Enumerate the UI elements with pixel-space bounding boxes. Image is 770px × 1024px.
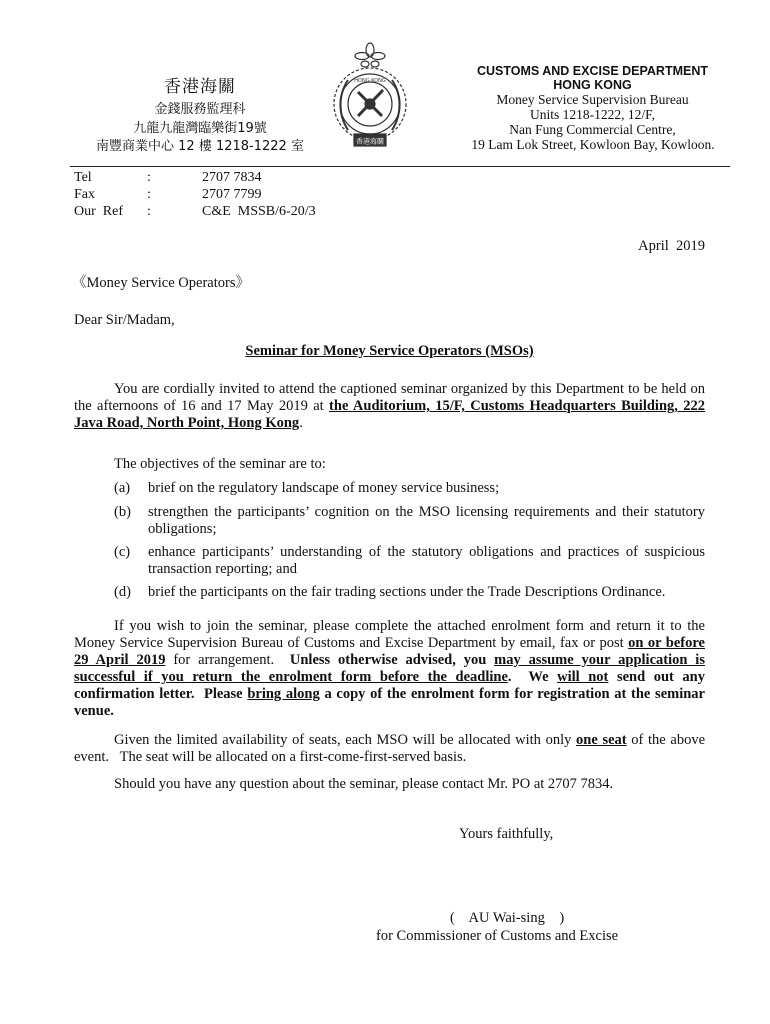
paragraph-seats — [74, 732, 709, 766]
ref-label: Our Ref — [74, 204, 123, 219]
ref-value: C&E MSSB/6-20/3 — [202, 204, 316, 219]
p1-text-c: . — [299, 415, 303, 431]
bring-along-text: bring along — [247, 686, 320, 702]
fax-label: Fax — [74, 187, 95, 202]
will-not-text: will not — [557, 669, 609, 685]
recipient: 《Money Service Operators》 — [72, 275, 250, 291]
header-divider — [70, 166, 730, 167]
p3-text-f: . We — [507, 669, 558, 685]
tel-colon: : — [147, 170, 151, 185]
list-item-label: (a) — [114, 480, 131, 496]
closing: Yours faithfully, — [459, 826, 554, 842]
one-seat-text: one seat — [576, 732, 627, 748]
list-item-text: enhance participants’ understanding of the statutory obligations and practices of suspicious transaction reporting; and — [148, 544, 705, 577]
p3-text-h: send out any confirmation letter. Please — [74, 669, 709, 702]
fax-value: 2707 7799 — [202, 187, 262, 202]
subject-text: Seminar for Money Service Operators (MSOs) — [245, 343, 534, 359]
zh-address-line2: 南豐商業中心 12 樓 1218-1222 室 — [96, 139, 304, 154]
p3-text-d: Unless otherwise advised, you — [289, 652, 495, 668]
en-address-line2: Nan Fung Commercial Centre, — [509, 122, 676, 137]
letter-date: April 2019 — [638, 238, 705, 254]
deadline-text: on or before 29 April 2019 — [74, 635, 705, 668]
crest-ring-text: HONG KONG — [354, 78, 386, 84]
signatory-name: ( AU Wai-sing ) — [450, 910, 565, 926]
signatory-title: for Commissioner of Customs and Excise — [376, 928, 619, 944]
letter-subject — [74, 343, 705, 360]
en-city: HONG KONG — [553, 78, 632, 92]
ref-colon: : — [147, 204, 151, 219]
zh-department-title: 香港海關 — [164, 77, 236, 97]
list-item-text: brief the participants on the fair trading sections under the Trade Descriptions Ordinance. — [148, 584, 666, 600]
venue-text: the Auditorium, 15/F, Customs Headquarters Building, 222 Java Road, North Point, Hong Kong — [74, 398, 705, 431]
zh-address-line1: 九龍九龍灣臨樂街19號 — [133, 121, 267, 136]
zh-bureau-name: 金錢服務監理科 — [154, 102, 246, 117]
en-department-title: CUSTOMS AND EXCISE DEPARTMENT — [476, 64, 709, 78]
p4-text-a: Given the limited availability of seats, each MSO will be allocated with only — [114, 732, 577, 748]
en-bureau-name: Money Service Supervision Bureau — [496, 92, 689, 107]
list-item-label: (d) — [114, 584, 131, 600]
bauhinia-icon — [355, 43, 385, 67]
fax-colon: : — [147, 187, 151, 202]
salutation: Dear Sir/Madam, — [74, 312, 175, 328]
customs-crest-emblem — [328, 40, 412, 156]
p3-text-c: for arrangement. — [165, 652, 290, 668]
list-item-label: (c) — [114, 544, 131, 560]
list-item-label: (b) — [114, 504, 131, 520]
p1-text-a: You are cordially invited to attend the captioned seminar organized by this Department to be held on the afternoons of 16 and 17 May 2019 at — [74, 381, 705, 414]
p3-text-a: If you wish to join the seminar, please complete the attached enrolment form and return it to the Money Service Supervision Bureau of Customs and Excise Department by email, fax or post — [74, 618, 705, 651]
assume-success-text: may assume your application is successful if you return the enrolment form before the deadline — [74, 652, 705, 685]
p3-text-j: a copy of the enrolment form for registration at the seminar venue. — [74, 686, 705, 719]
objectives-intro: The objectives of the seminar are to: — [114, 456, 326, 472]
en-address-line1: Units 1218-1222, 12/F, — [530, 107, 655, 122]
list-item-text: brief on the regulatory landscape of money service business; — [148, 480, 500, 496]
list-item-text: strengthen the participants’ cognition on the MSO licensing requirements and their statutory obligations; — [148, 504, 705, 537]
tel-label: Tel — [74, 170, 92, 185]
crest-banner-text: 香港海關 — [356, 137, 384, 146]
en-address-line3: 19 Lam Lok Street, Kowloon Bay, Kowloon. — [471, 137, 715, 152]
paragraph-enrolment — [74, 618, 709, 720]
paragraph-invitation — [74, 381, 705, 432]
tel-value: 2707 7834 — [202, 170, 262, 185]
p4-text-c: of the above event. The seat will be allocated on a first-come-first-served basis. — [74, 732, 709, 765]
paragraph-contact: Should you have any question about the seminar, please contact Mr. PO at 2707 7834. — [114, 776, 614, 792]
